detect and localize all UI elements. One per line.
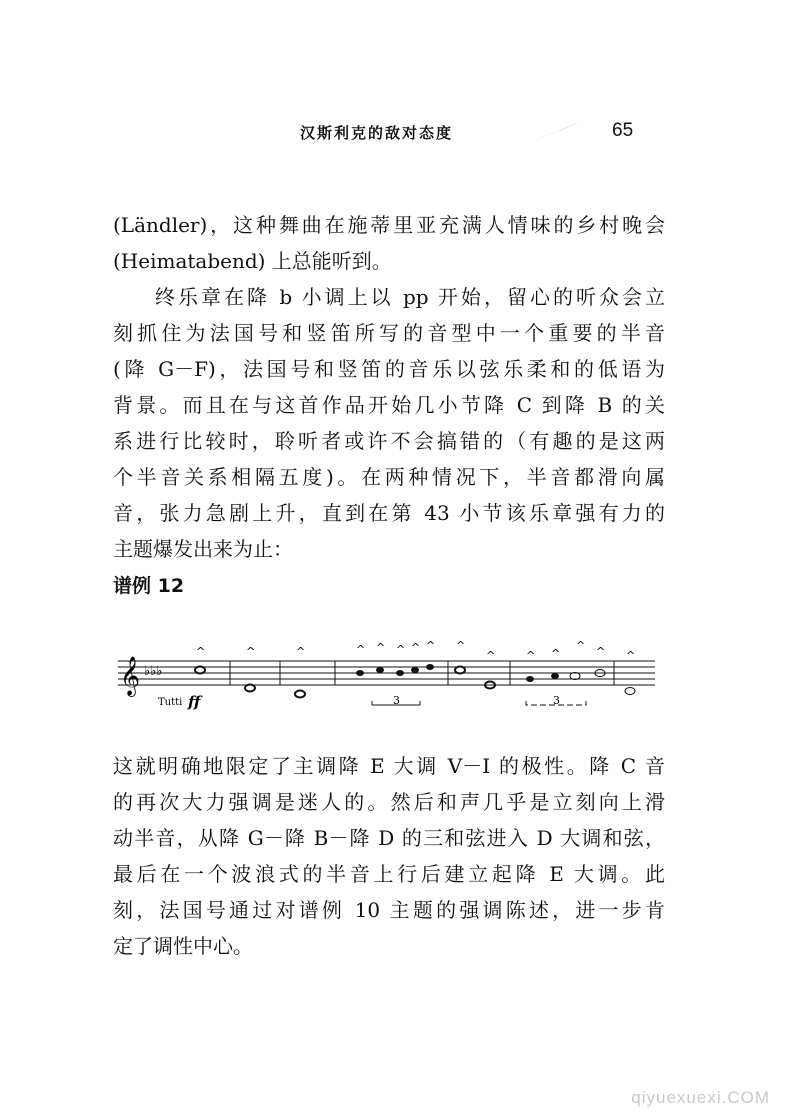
svg-text:^: ^ [526,649,536,662]
svg-text:^: ^ [576,639,586,652]
svg-text:^: ^ [411,641,421,654]
text-line: 刻抓住为法国号和竖笛所写的音型中一个重要的半音 [113,321,665,345]
text-line: 主题爆发出来为止： [113,537,293,561]
text-line: 系进行比较时，聆听者或许不会搞错的（有趣的是这两 [113,429,665,453]
text-line: 定了调性中心。 [113,934,253,958]
svg-text:^: ^ [486,649,496,662]
svg-text:^: ^ [426,639,436,652]
dynamic-marking: ff [188,693,201,711]
example-label: 谱例 12 [113,575,185,597]
text-line: 音，张力急剧上升，直到在第 43 小节该乐章强有力的 [113,501,665,525]
text-line: (Ländler)，这种舞曲在施蒂里亚充满人情味的乡村晚会 [113,213,665,237]
svg-text:^: ^ [356,643,366,656]
text-line: 背景。而且在与这首作品开始几小节降 C 到降 B 的关 [113,393,665,417]
treble-clef-icon: 𝄞 [120,656,141,696]
svg-text:^: ^ [376,641,386,654]
running-header [300,118,640,148]
running-title: 汉斯利克的敌对态度 [300,124,454,142]
text-line: 这就明确地限定了主调降 E 大调 V－I 的极性。降 C 音 [113,754,665,778]
text-line: 的再次大力强调是迷人的。然后和声几乎是立刻向上滑 [113,790,665,814]
text-line: (降 G－F)，法国号和竖笛的音乐以弦乐柔和的低语为 [113,357,665,381]
text-line: 个半音关系相隔五度)。在两种情况下，半音都滑向属 [113,465,665,489]
text-line: 刻，法国号通过对谱例 10 主题的强调陈述，进一步肯 [113,898,665,922]
svg-text:^: ^ [626,649,636,662]
watermark: qiyuexuexi.COM [631,1088,770,1107]
svg-text:^: ^ [196,645,206,658]
tutti-label: Tutti [158,697,183,708]
triplet-number: 3 [553,694,560,707]
flat-signs: ♭♭♭ [144,664,163,679]
music-score [110,635,660,715]
svg-text:^: ^ [456,639,466,652]
text-line: 终乐章在降 b 小调上以 pp 开始，留心的听众会立 [155,285,665,309]
svg-text:^: ^ [296,645,306,658]
triplet-number: 3 [393,694,400,707]
svg-text:^: ^ [246,645,256,658]
svg-text:^: ^ [396,643,406,656]
quill-ornament-icon [532,120,582,142]
text-line: 动半音，从降 G－降 B－降 D 的三和弦进入 D 大调和弦， [113,826,665,850]
svg-text:^: ^ [551,647,561,660]
text-line: (Heimatabend) 上总能听到。 [113,249,392,273]
page-number: 65 [612,120,634,141]
text-line: 最后在一个波浪式的半音上行后建立起降 E 大调。此 [113,862,665,886]
svg-text:^: ^ [596,645,606,658]
